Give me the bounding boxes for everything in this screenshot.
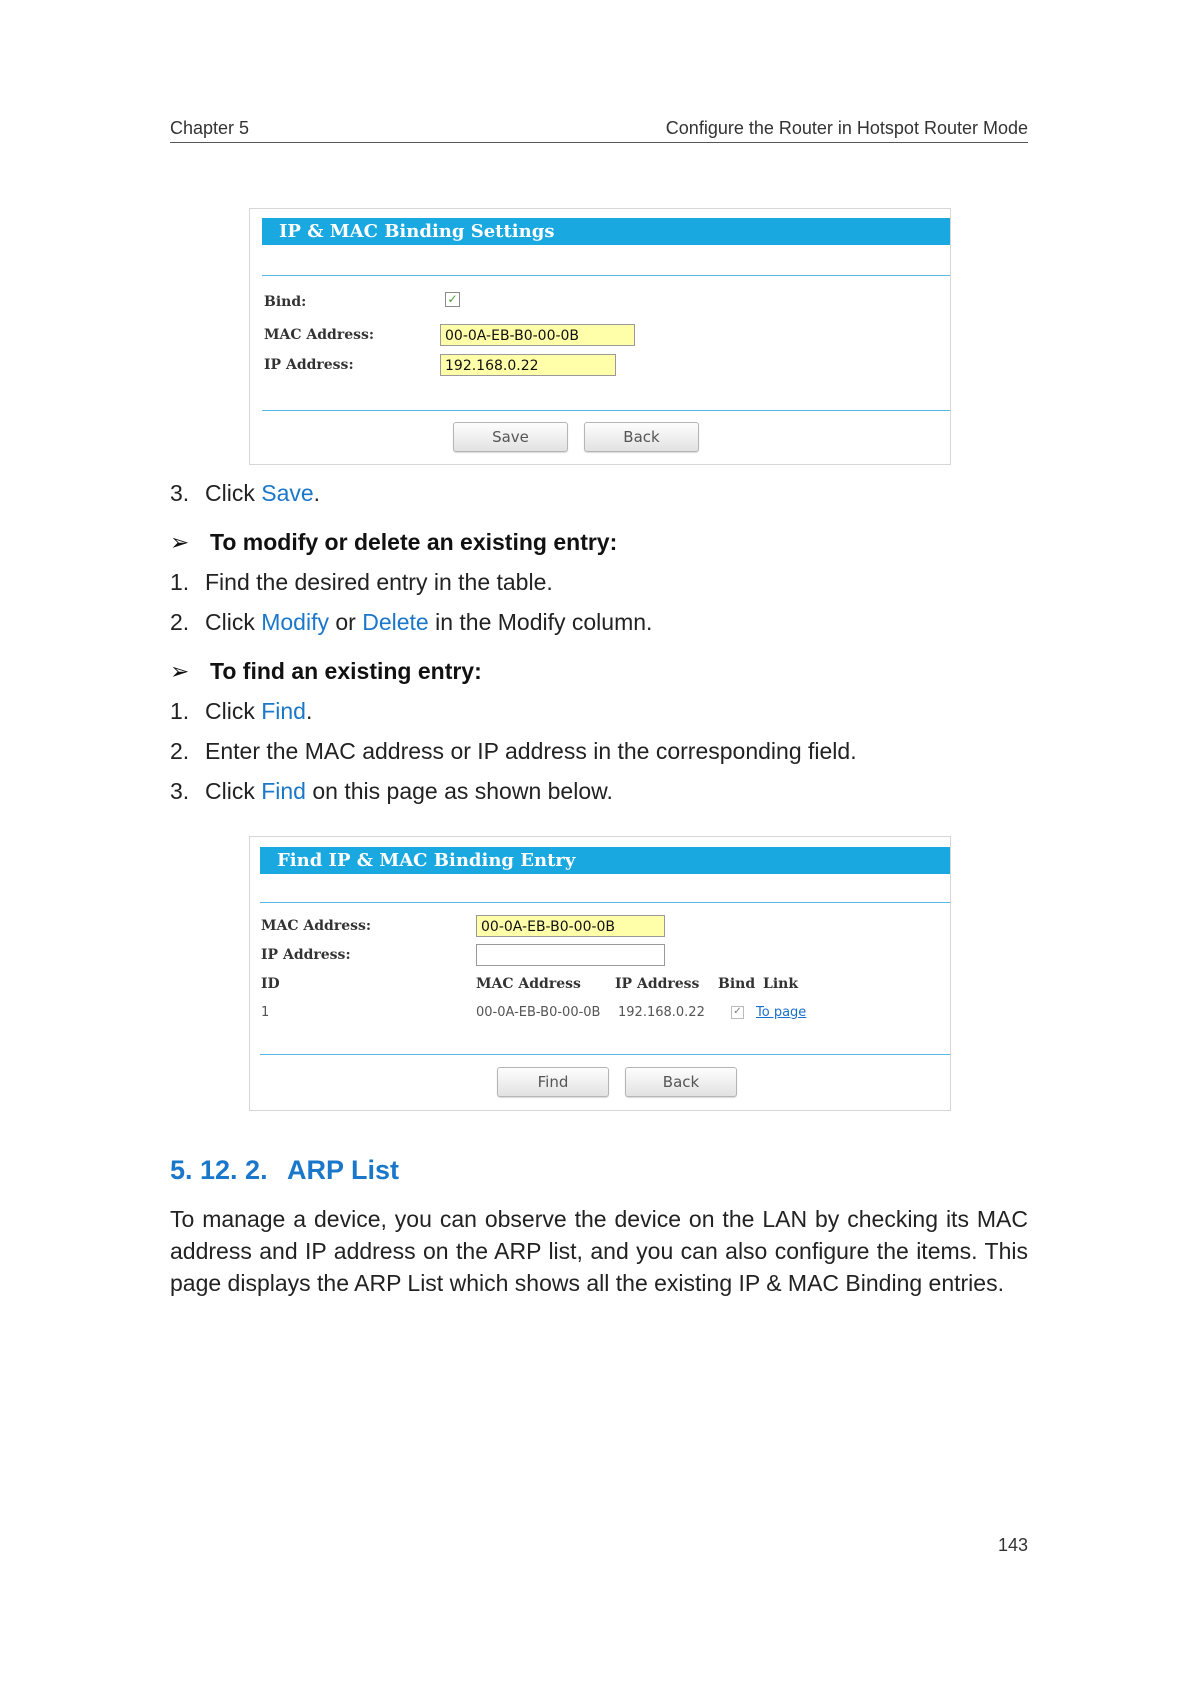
find-step-3: 3. Click Find on this page as shown below.	[170, 778, 613, 804]
mac-address-label: MAC Address:	[261, 918, 372, 934]
divider	[260, 1054, 950, 1055]
back-button[interactable]: Back	[584, 422, 699, 452]
modify-heading: ➢ To modify or delete an existing entry:	[170, 529, 618, 555]
back-button[interactable]: Back	[625, 1067, 737, 1097]
modify-step-2: 2. Click Modify or Delete in the Modify column.	[170, 609, 653, 635]
modify-step-1: 1. Find the desired entry in the table.	[170, 569, 553, 595]
section-number: 5. 12. 2.	[170, 1155, 268, 1185]
step-click-save: 3. Click Save.	[170, 480, 321, 506]
page-number: 143	[997, 1535, 1028, 1555]
save-button[interactable]: Save	[453, 422, 568, 452]
page-header	[170, 118, 1028, 143]
column-header-link: Link	[763, 976, 799, 992]
row-mac: 00-0A-EB-B0-00-0B	[476, 1005, 601, 1020]
binding-settings-title: IP & MAC Binding Settings	[262, 218, 950, 245]
save-keyword: Save	[261, 480, 314, 506]
chapter-title: Configure the Router in Hotspot Router Mode	[665, 118, 1028, 138]
column-header-ip: IP Address	[615, 976, 700, 992]
delete-keyword: Delete	[362, 609, 429, 635]
find-keyword: Find	[261, 698, 306, 724]
find-button[interactable]: Find	[497, 1067, 609, 1097]
find-entry-panel	[249, 836, 951, 1111]
divider	[260, 902, 950, 903]
row-bind-checkbox[interactable]: ✓	[731, 1006, 744, 1019]
arrow-bullet-icon: ➢	[170, 658, 190, 684]
to-page-link[interactable]: To page	[756, 1005, 807, 1020]
divider	[262, 410, 950, 411]
modify-keyword: Modify	[261, 609, 329, 635]
section-heading	[170, 1155, 399, 1186]
row-id: 1	[261, 1005, 270, 1020]
mac-address-label: MAC Address:	[264, 327, 375, 343]
find-entry-title: Find IP & MAC Binding Entry	[260, 847, 950, 874]
arp-list-description	[170, 1203, 1028, 1299]
ip-address-label: IP Address:	[261, 947, 351, 963]
step-number: 3.	[170, 480, 190, 506]
ip-address-label: IP Address:	[264, 357, 354, 373]
bind-checkbox[interactable]: ✓	[445, 292, 460, 307]
column-header-mac: MAC Address	[476, 976, 581, 992]
find-step-1: 1. Click Find.	[170, 698, 313, 724]
find-step-2: 2. Enter the MAC address or IP address in the corresponding field.	[170, 738, 857, 764]
row-ip: 192.168.0.22	[618, 1005, 705, 1020]
binding-settings-panel	[249, 208, 951, 465]
find-heading: ➢ To find an existing entry:	[170, 658, 482, 684]
bind-label: Bind:	[264, 294, 307, 310]
mac-address-input[interactable]: 00-0A-EB-B0-00-0B	[440, 324, 635, 346]
section-title: ARP List	[287, 1155, 400, 1185]
row-link[interactable]	[756, 1005, 806, 1020]
column-header-bind: Bind	[718, 976, 756, 992]
divider	[262, 275, 950, 276]
chapter-label: Chapter 5	[170, 118, 250, 138]
arrow-bullet-icon: ➢	[170, 529, 190, 555]
ip-address-input[interactable]	[476, 944, 665, 966]
mac-address-input[interactable]: 00-0A-EB-B0-00-0B	[476, 915, 665, 937]
ip-address-input[interactable]: 192.168.0.22	[440, 354, 616, 376]
column-header-id: ID	[261, 976, 280, 992]
find-keyword: Find	[261, 778, 306, 804]
paragraph: To manage a device, you can observe the device on the LAN by checking its MAC address and IP address on the ARP list, and you can also configure the items. This page displays the ARP List which shows all the existing IP & MAC Binding entries.	[170, 1206, 1028, 1296]
